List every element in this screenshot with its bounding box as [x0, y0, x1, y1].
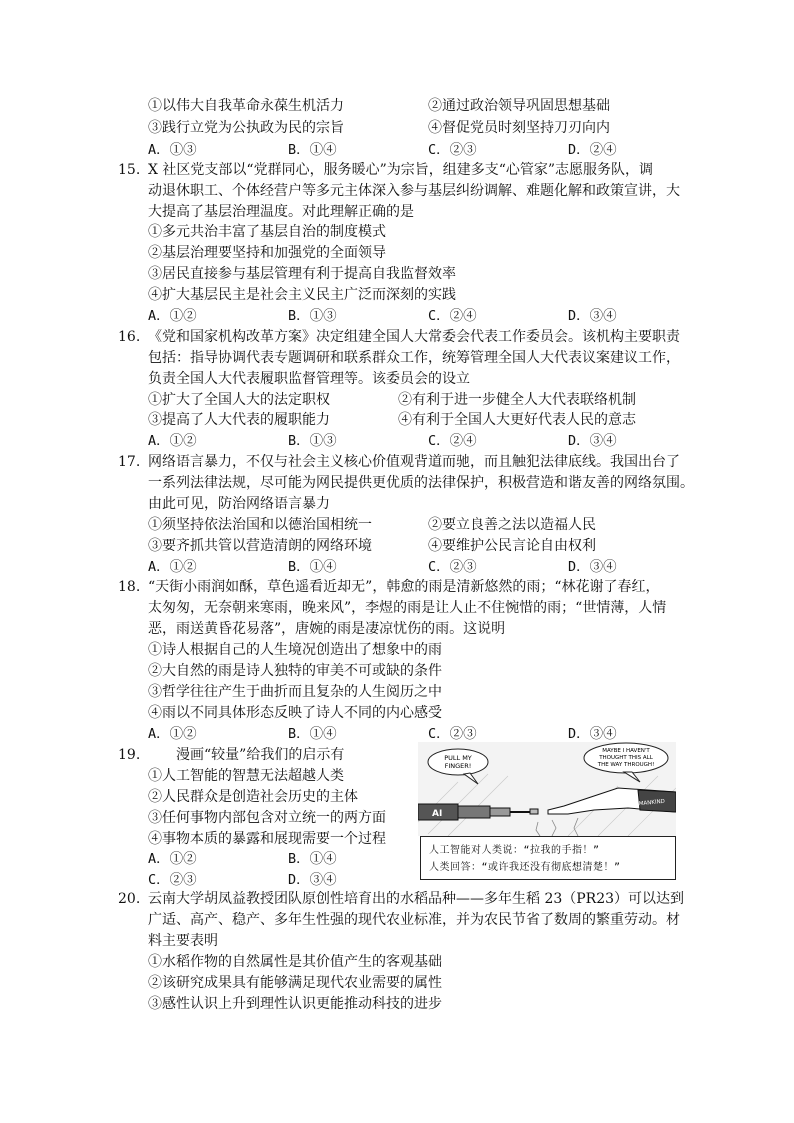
- question-stem-line: 太匆匆，无奈朝来寒雨，晚来风”，李煜的雨是让人止不住惋惜的雨；“世情薄，人情: [148, 600, 667, 616]
- question-number: 17.: [118, 454, 141, 470]
- q14-option-2: ②通过政治领导巩固思想基础: [428, 98, 610, 114]
- question-stem-line: 料主要表明: [148, 933, 218, 949]
- q18-choice-c: C．②③: [428, 726, 477, 742]
- q19-option-4: ④事物本质的暴露和展现需要一个过程: [148, 831, 386, 847]
- q17-option-1: ①须坚持依法治国和以德治国相统一: [148, 517, 372, 533]
- q19-choice-b: B．①④: [288, 851, 337, 867]
- q20-option-2: ②该研究成果具有能够满足现代农业需要的属性: [148, 975, 442, 991]
- question-stem-line: 大提高了基层治理温度。对此理解正确的是: [148, 204, 414, 220]
- bubble-left-line-1: PULL MY: [444, 754, 472, 762]
- caption-line-ai: 人工智能对人类说：“拉我的手指！”: [429, 845, 600, 856]
- caption-line-human: 人类回答：“或许我还没有彻底想清楚！”: [429, 862, 621, 873]
- q16-choice-b: B．①③: [288, 433, 337, 449]
- mankind-label: MANKIND: [638, 798, 666, 808]
- q18-option-2: ②大自然的雨是诗人独特的审美不可或缺的条件: [148, 663, 442, 679]
- q19-option-2: ②人民群众是创造社会历史的主体: [148, 789, 358, 805]
- q18-option-3: ③哲学往往产生于曲折而且复杂的人生阅历之中: [148, 684, 442, 700]
- ai-label: AI: [432, 809, 443, 819]
- q15-option-1: ①多元共治丰富了基层自治的制度模式: [148, 224, 386, 240]
- q17-choice-c: C．②③: [428, 559, 477, 575]
- question-stem-line: 动退休职工、个体经营户等多元主体深入参与基层纠纷调解、难题化解和政策宣讲，大: [148, 183, 680, 199]
- q17-option-4: ④要维护公民言论自由权利: [428, 538, 596, 554]
- q15-choice-c: C．②④: [428, 308, 477, 324]
- bubble-left-line-2: FINGER!: [444, 762, 472, 770]
- question-stem-line: 恶，雨送黄昏花易落”，唐婉的雨是凄凉忧伤的雨。这说明: [148, 621, 506, 637]
- bubble-right-line-1: MAYBE I HAVEN'T: [602, 748, 650, 754]
- question-stem-line: 一系列法律法规，尽可能为网民提供更优质的法律保护，积极营造和谐友善的网络氛围。: [148, 475, 694, 491]
- question-stem-line: 包括：指导协调代表专题调研和联系群众工作，统筹管理全国人大代表议案建议工作，: [148, 350, 680, 366]
- q16-choice-d: D．③④: [568, 433, 617, 449]
- q15-option-4: ④扩大基层民主是社会主义民主广泛而深刻的实践: [148, 287, 456, 303]
- q15-choice-b: B．①③: [288, 308, 337, 324]
- q14-option-1: ①以伟大自我革命永葆生机活力: [148, 98, 344, 114]
- question-number: 19.: [118, 747, 141, 763]
- q20-option-1: ①水稻作物的自然属性是其价值产生的客观基础: [148, 954, 442, 970]
- q19-choice-d: D．③④: [288, 872, 337, 888]
- question-stem-line: 《党和国家机构改革方案》决定组建全国人大常委会代表工作委员会。该机构主要职责: [148, 329, 680, 345]
- q14-choice-b: B．①④: [288, 142, 337, 158]
- question-number: 16.: [118, 329, 141, 345]
- q16-option-1: ①扩大了全国人大的法定职权: [148, 392, 330, 408]
- question-number: 18.: [118, 579, 141, 595]
- question-number: 20.: [118, 891, 141, 907]
- q18-option-1: ①诗人根据自己的人生境况创造出了想象中的雨: [148, 642, 442, 658]
- question-stem-line: X 社区党支部以“党群同心，服务暖心”为宗旨，组建多支“心管家”志愿服务队，调: [148, 162, 654, 178]
- q18-choice-d: D．③④: [568, 726, 617, 742]
- q16-choice-a: A．①②: [148, 433, 197, 449]
- q17-choice-d: D．③④: [568, 559, 617, 575]
- question-stem-line: 网络语言暴力，不仅与社会主义核心价值观背道而驰，而且触犯法律底线。我国出台了: [148, 454, 680, 470]
- question-stem-line: 广适、高产、稳产、多年生性强的现代农业标准，并为农民节省了数周的繁重劳动。材: [148, 912, 680, 928]
- q14-choice-a: A．①③: [148, 142, 197, 158]
- q16-option-4: ④有利于全国人大更好代表人民的意志: [398, 412, 636, 428]
- q14-option-4: ④督促党员时刻坚持刀刃向内: [428, 120, 610, 136]
- q17-choice-a: A．①②: [148, 559, 197, 575]
- q16-option-3: ③提高了人大代表的履职能力: [148, 412, 330, 428]
- cartoon-caption-box: [420, 836, 676, 880]
- q19-option-3: ③任何事物内部包含对立统一的两方面: [148, 810, 386, 826]
- q16-option-2: ②有利于进一步健全人大代表联络机制: [398, 392, 636, 408]
- q18-choice-b: B．①④: [288, 726, 337, 742]
- q19-choice-c: C．②③: [148, 872, 197, 888]
- q14-choice-c: C．②③: [428, 142, 477, 158]
- q16-choice-c: C．②④: [428, 433, 477, 449]
- q20-option-3: ③感性认识上升到理性认识更能推动科技的进步: [148, 996, 442, 1012]
- q18-choice-a: A．①②: [148, 726, 197, 742]
- q15-choice-a: A．①②: [148, 308, 197, 324]
- q17-option-3: ③要齐抓共管以营造清朗的网络环境: [148, 538, 372, 554]
- q15-option-3: ③居民直接参与基层管理有利于提高自我监督效率: [148, 266, 456, 282]
- q14-choice-d: D．②④: [568, 142, 617, 158]
- question-stem-line: 云南大学胡凤益教授团队原创性培育出的水稻品种——多年生稻 23（PR23）可以达到: [148, 891, 685, 907]
- q15-option-2: ②基层治理要坚持和加强党的全面领导: [148, 245, 386, 261]
- question-stem-line: “天街小雨润如酥，草色遥看近却无”，韩愈的雨是清新悠然的雨；“林花谢了春红，: [148, 579, 660, 595]
- q19-option-1: ①人工智能的智慧无法超越人类: [148, 768, 344, 784]
- bubble-right-line-3: THE WAY THROUGH!: [597, 762, 655, 768]
- question-stem-line: 负责全国人大代表履职监督管理等。该委员会的设立: [148, 371, 470, 387]
- bubble-right-line-2: THOUGHT THIS ALL: [599, 755, 653, 761]
- q17-option-2: ②要立良善之法以造福人民: [428, 517, 596, 533]
- q15-choice-d: D．③④: [568, 308, 617, 324]
- question-stem-line: 由此可见，防治网络语言暴力: [148, 496, 330, 512]
- q14-option-3: ③践行立党为公执政为民的宗旨: [148, 120, 344, 136]
- q19-choice-a: A．①②: [148, 851, 197, 867]
- question-number: 15.: [118, 162, 141, 178]
- q17-choice-b: B．①④: [288, 559, 337, 575]
- q18-option-4: ④雨以不同具体形态反映了诗人不同的内心感受: [148, 705, 442, 721]
- question-stem-line: 漫画“较量”给我们的启示有: [176, 747, 345, 763]
